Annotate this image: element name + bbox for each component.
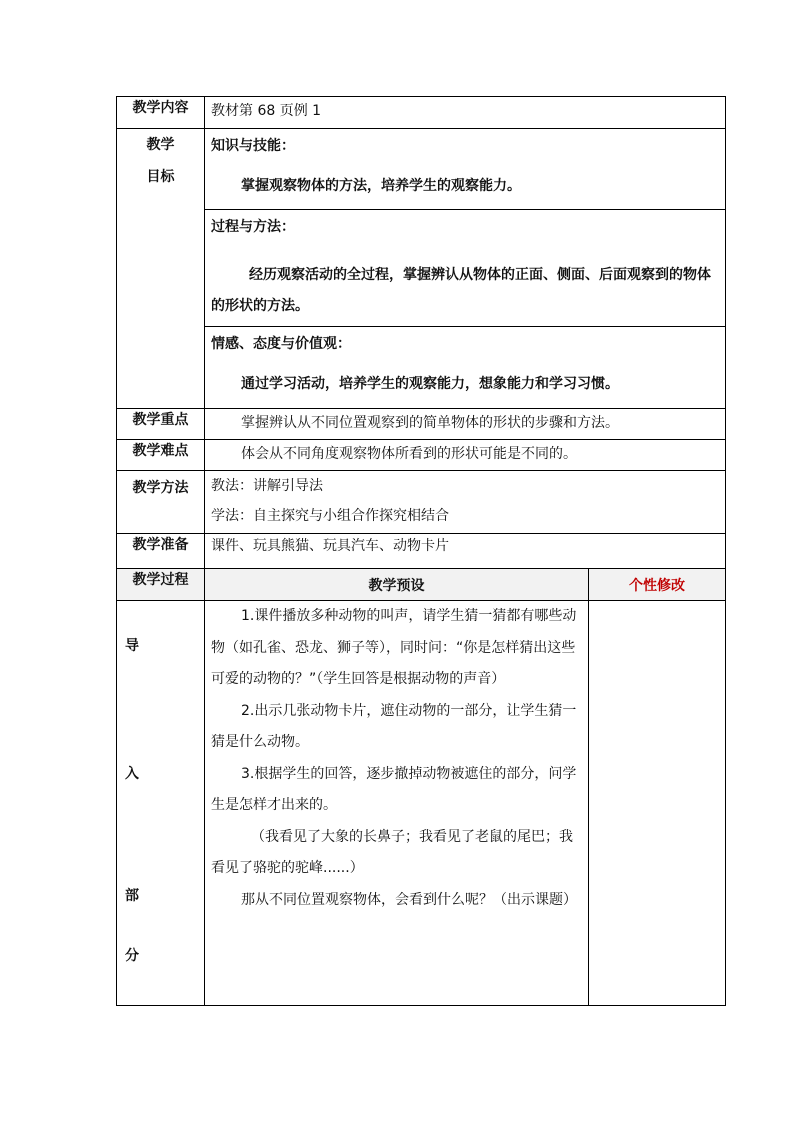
content-label: 教学内容 [117, 97, 205, 129]
key-point-label: 教学重点 [117, 409, 205, 440]
prep-cell [205, 534, 726, 569]
emotion-cell [205, 327, 726, 409]
method-label: 教学方法 [117, 471, 205, 534]
method-teach: 教法：讲解引导法 [211, 478, 323, 494]
intro-paragraph-2: 2.出示几张动物卡片，遮住动物的一部分，让学生猜一猜是什么动物。 [211, 702, 577, 750]
prep-text: 课件、玩具熊猫、玩具汽车、动物卡片 [211, 538, 449, 554]
intro-char-2: 入 [125, 766, 139, 782]
intro-side-label [117, 601, 205, 1006]
row-key-point [117, 409, 726, 440]
row-method [117, 471, 726, 534]
process-cell [205, 210, 726, 327]
knowledge-title: 知识与技能： [211, 138, 295, 154]
row-process-header [117, 569, 726, 601]
row-goal-process [117, 210, 726, 327]
method-learn: 学法：自主探究与小组合作探究相结合 [211, 508, 449, 524]
intro-paragraph-1: 1.课件播放多种动物的叫声，请学生猜一猜都有哪些动物（如孔雀、恐龙、狮子等），同时问：“你是怎样猜出这些可爱的动物的？”（学生回答是根据动物的声音） [211, 608, 577, 687]
row-prep [117, 534, 726, 569]
difficulty-label: 教学难点 [117, 440, 205, 471]
intro-personal-cell[interactable] [589, 601, 726, 1006]
method-cell [205, 471, 726, 534]
knowledge-cell [205, 129, 726, 210]
intro-paragraph-4: （我看见了大象的长鼻子；我看见了老鼠的尾巴；我看见了骆驼的驼峰......） [211, 828, 573, 876]
knowledge-text: 掌握观察物体的方法，培养学生的观察能力。 [241, 178, 521, 194]
intro-paragraph-5: 那从不同位置观察物体，会看到什么呢？（出示课题） [241, 891, 577, 908]
difficulty-cell [205, 440, 726, 471]
personal-header: 个性修改 [589, 569, 726, 601]
goals-label-line2: 目标 [146, 169, 175, 185]
goals-label [117, 129, 205, 409]
key-point-cell [205, 409, 726, 440]
content-text: 教材第 68 页例 1 [211, 103, 322, 119]
difficulty-text: 体会从不同角度观察物体所看到的形状可能是不同的。 [241, 446, 577, 462]
intro-char-1: 导 [125, 638, 139, 654]
process-title: 过程与方法： [211, 219, 295, 235]
intro-preset-cell [205, 601, 589, 1006]
preset-header: 教学预设 [205, 569, 589, 601]
prep-label: 教学准备 [117, 534, 205, 569]
lesson-plan-table [116, 96, 726, 1006]
row-content [117, 97, 726, 129]
process-text: 经历观察活动的全过程，掌握辨认从物体的正面、侧面、后面观察到的物体的形状的方法。 [211, 267, 711, 314]
row-difficulty [117, 440, 726, 471]
content-value [205, 97, 726, 129]
emotion-title: 情感、态度与价值观： [211, 336, 351, 352]
process-header-label: 教学过程 [117, 569, 205, 601]
intro-char-3: 部 [125, 888, 139, 904]
key-point-text: 掌握辨认从不同位置观察到的简单物体的形状的步骤和方法。 [241, 415, 619, 431]
row-intro [117, 601, 726, 1006]
row-goal-knowledge [117, 129, 726, 210]
intro-paragraph-3: 3.根据学生的回答，逐步撤掉动物被遮住的部分，问学生是怎样才出来的。 [211, 765, 577, 813]
intro-char-4: 分 [125, 948, 139, 964]
emotion-text: 通过学习活动，培养学生的观察能力，想象能力和学习习惯。 [241, 376, 619, 392]
row-goal-emotion [117, 327, 726, 409]
goals-label-line1: 教学 [146, 137, 175, 153]
